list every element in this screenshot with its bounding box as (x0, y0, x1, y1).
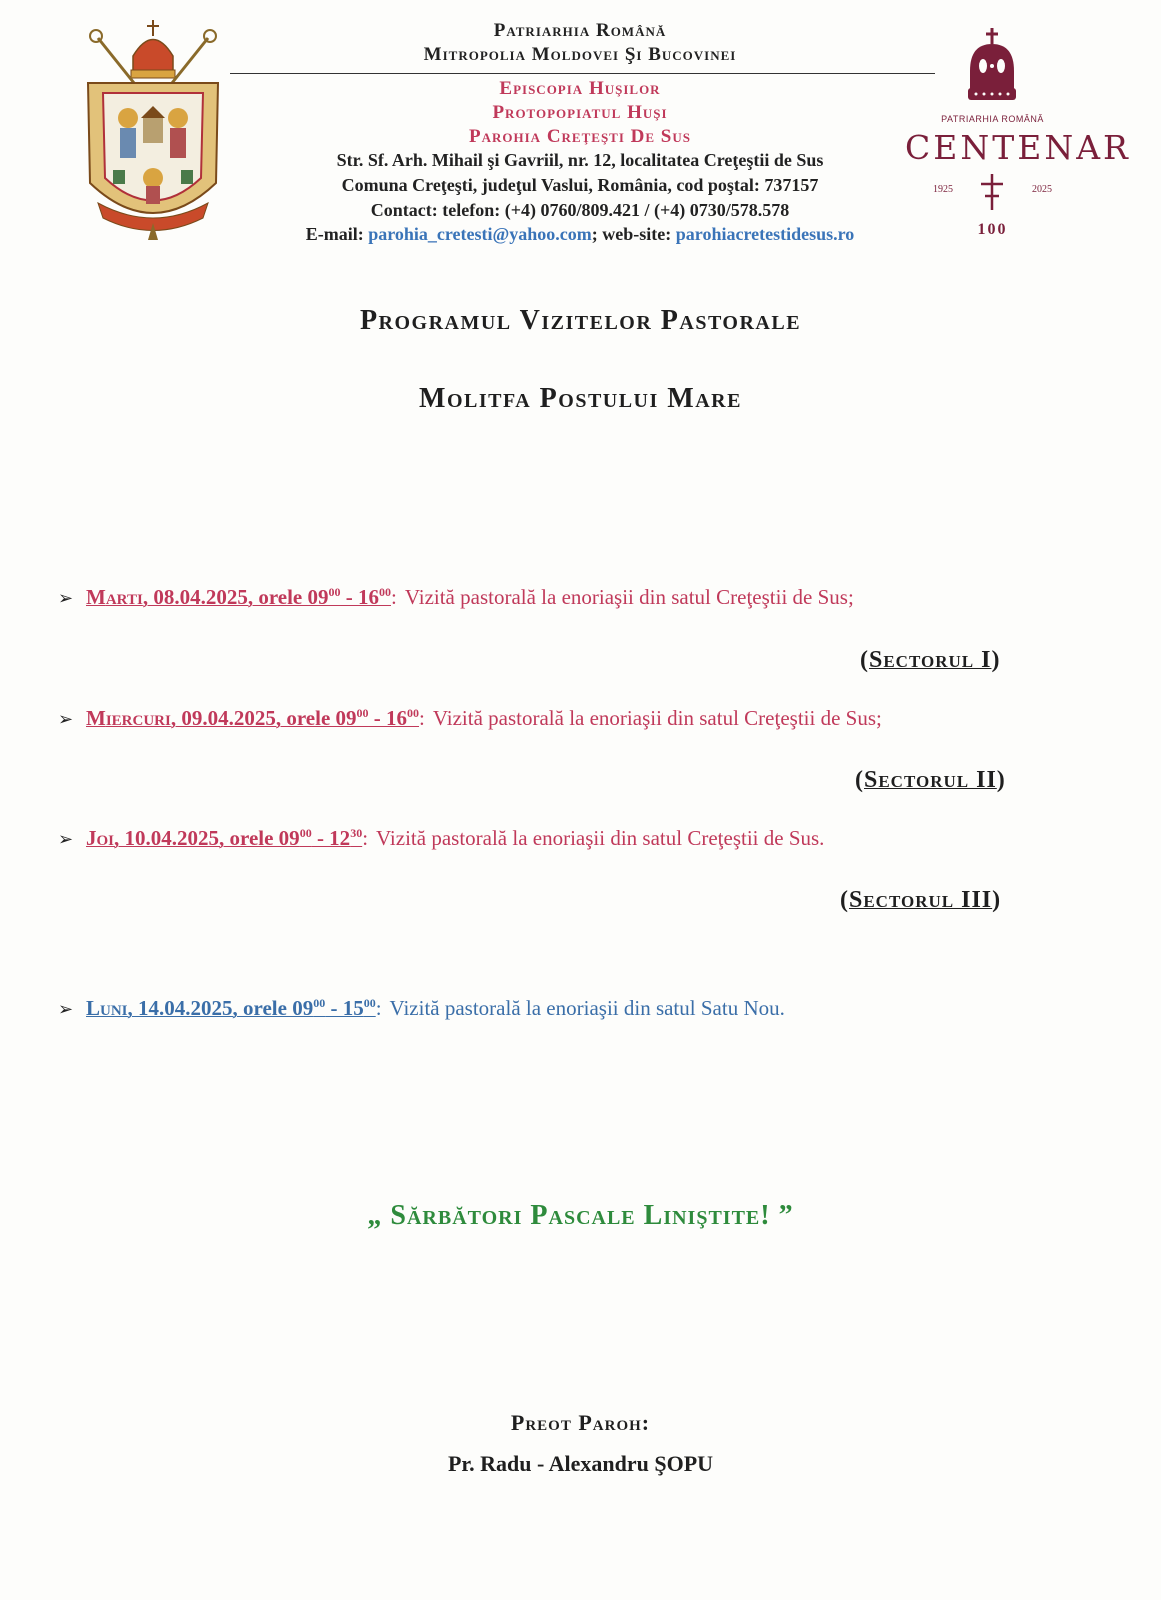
sector-label: (Sectorul II) (855, 767, 1006, 793)
website-link[interactable]: parohiacretestidesus.ro (675, 224, 855, 244)
header-divider (230, 73, 935, 74)
schedule-item: ➢ Luni, 14.04.2025, orele $09^{00} - 15^{00}$: Vizită pastorală la enoriaşii din satul Satu Nou. (58, 996, 785, 1020)
bullet-arrow-icon: ➢ (58, 588, 74, 609)
schedule-description: Vizită pastorală la enoriaşii din satul Creţeştii de Sus. (376, 826, 825, 850)
schedule-date (86, 996, 376, 1020)
sector-label: (Sectorul III) (840, 887, 1002, 913)
time-end-minutes: 00 (363, 996, 376, 1010)
centenar-year-start: 1925 (933, 184, 953, 195)
time-end-minutes: 00 (378, 585, 391, 599)
day-initial: J (86, 826, 97, 850)
schedule-description: Vizită pastorală la enoriaşii din satul Creţeştii de Sus; (432, 706, 882, 730)
email-label: E-mail: (305, 224, 369, 244)
email-link[interactable]: parohia_cretesti@yahoo.com (368, 224, 592, 244)
parish-contact: Contact: telefon: (+4) 0760/809.421 / (+4) 0730/578.578 (370, 200, 790, 220)
date-time-start: , 09.04.2025, orele 09 (170, 706, 357, 730)
website-label: ; web-site: (591, 224, 676, 244)
parish-email-web (230, 224, 930, 245)
signature-name: Pr. Radu - Alexandru ŞOPU (447, 1451, 714, 1476)
bullet-arrow-icon: ➢ (58, 829, 74, 850)
protopopiat-name: Protopopiatul Huşi (492, 102, 668, 123)
centenar-title: CENTENAR (905, 128, 1131, 167)
time-start-minutes: 00 (299, 826, 312, 840)
patriarchy-name: Patriarhia Română (493, 20, 667, 41)
patriarchal-mitre-icon (905, 26, 1080, 111)
time-start-minutes: 00 (356, 706, 369, 720)
cross-icon (977, 172, 1007, 212)
schedule-description: Vizită pastorală la enoriaşii din satul Satu Nou. (389, 996, 785, 1020)
day-rest: arti (105, 585, 143, 609)
document-subtitle: Molitfa Postului Mare (419, 383, 742, 414)
centenar-badge (905, 26, 1131, 246)
bullet-arrow-icon: ➢ (58, 999, 74, 1020)
day-rest: uni (100, 996, 128, 1020)
centenar-number: 100 (977, 221, 1008, 238)
day-rest: oi (96, 826, 115, 850)
parish-address: Str. Sf. Arh. Mihail şi Gavriil, nr. 12, localitatea Creţeştii de Sus (336, 150, 824, 170)
day-rest: iercuri (105, 706, 171, 730)
time-end: - 16 (340, 585, 379, 609)
time-end-minutes: 00 (407, 706, 420, 720)
date-time-start: , 10.04.2025, orele 09 (114, 826, 300, 850)
day-initial: M (86, 585, 106, 609)
schedule-date (86, 706, 419, 730)
easter-greeting: „ Sărbători Pascale Liniştite! ” (367, 1200, 794, 1231)
centenar-year-end: 2025 (1032, 184, 1052, 195)
signature-title: Preot Paroh: (510, 1410, 651, 1435)
schedule-date (86, 585, 391, 609)
day-initial: L (86, 996, 101, 1020)
time-start-minutes: 00 (313, 996, 326, 1010)
schedule-description: Vizită pastorală la enoriaşii din satul Creţeştii de Sus; (404, 585, 854, 609)
bullet-arrow-icon: ➢ (58, 709, 74, 730)
parish-name: Parohia Creţeşti De Sus (469, 126, 691, 147)
date-time-start: , 08.04.2025, orele 09 (142, 585, 329, 609)
metropolis-name: Mitropolia Moldovei Şi Bucovinei (423, 44, 737, 65)
schedule-item: ➢ Miercuri, 09.04.2025, orele $09^{00} - 16^{00}$: Vizită pastorală la enoriaşii din satul Creţeştii de Sus; (58, 706, 882, 730)
time-end: - 12 (311, 826, 351, 850)
day-initial: M (86, 706, 106, 730)
schedule-item: ➢ Joi, 10.04.2025, orele $09^{00} - 12^{30}$: Vizită pastorală la enoriaşii din satul Creţeştii de Sus. (58, 826, 825, 850)
schedule-date (86, 826, 362, 850)
time-start-minutes: 00 (328, 585, 341, 599)
centenar-patriarchy-label: PATRIARHIA ROMÂNĂ (941, 114, 1044, 124)
time-end: - 15 (325, 996, 364, 1020)
time-end: - 16 (368, 706, 408, 730)
episcopate-coat-of-arms-icon (78, 18, 228, 243)
date-time-start: , 14.04.2025, orele 09 (127, 996, 314, 1020)
time-end-minutes: 30 (350, 826, 363, 840)
schedule-item: ➢ Marti, 08.04.2025, orele $09^{00} - 16^{00}$: Vizită pastorală la enoriaşii din satul Creţeştii de Sus; (58, 585, 854, 609)
episcopate-name: Episcopia Huşilor (499, 78, 661, 99)
parish-commune: Comuna Creţeşti, judeţul Vaslui, România, cod poştal: 737157 (341, 175, 819, 195)
document-title: Programul Vizitelor Pastorale (359, 305, 802, 336)
sector-label: (Sectorul I) (860, 647, 1001, 673)
